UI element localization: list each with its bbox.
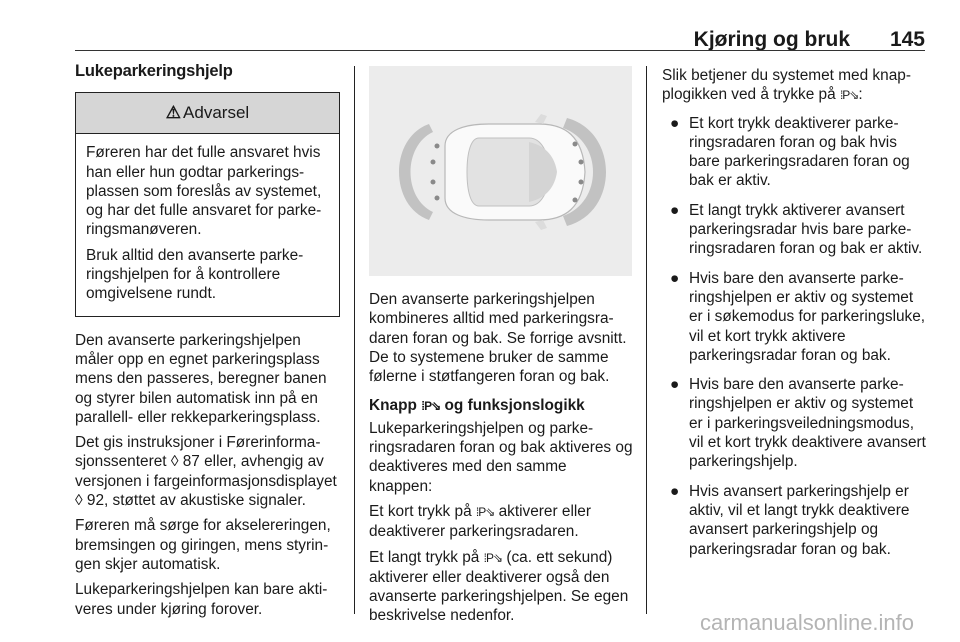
list-item-text: Hvis bare den avanserte parkeringshjelpen er aktiv og systemet er i parkeringsveiledningsmodus, vil et kort trykk deaktivere avansert parkeringshjelp. — [689, 376, 926, 471]
list-item-text: Hvis bare den avanserte parkeringshjelpen er aktiv og systemet er i søkemodus for parkeringsluke, vil et kort trykk aktivere parkeringsradar foran og bak. — [689, 269, 926, 364]
list-item-text: Et kort trykk deaktiverer parkeringsradaren foran og bak hvis bare parkeringsradaren foran og bak er aktiv. — [689, 114, 910, 190]
list-item-text: Hvis avansert parkeringshjelp er aktiv, vil et langt trykk deaktivere avansert parkeringshjelp og parkeringsradar foran og bak. — [689, 482, 910, 558]
list-item — [662, 201, 930, 259]
warning-header — [76, 93, 339, 134]
body-paragraph: Føreren må sørge for akselereringen, bremsingen og giringen, mens styringen skjer automatisk. — [75, 517, 331, 573]
text: Slik betjener du systemet med knapplogikken ved å trykke på — [662, 67, 911, 104]
warning-icon: ⚠ — [165, 103, 182, 123]
column-divider-2 — [646, 66, 647, 614]
list-item — [662, 375, 930, 471]
page-header — [75, 24, 925, 54]
body-paragraph: Lukeparkeringshjelpen kan bare aktiveres under kjøring forover. — [75, 581, 328, 618]
intro-paragraph — [662, 66, 930, 106]
subheading-text: og funksjonslogikk — [440, 397, 585, 415]
header-rule — [75, 50, 925, 51]
list-item-text: Et langt trykk aktiverer avansert parkeringsradar hvis bare parkeringsradaren foran og bak er aktiv. — [689, 201, 923, 258]
parking-button-icon: ⁞P⇘ — [475, 504, 495, 519]
parking-button-icon: ⁞P⇘ — [483, 550, 503, 565]
body-paragraph — [369, 548, 634, 626]
page-number: 145 — [889, 28, 925, 51]
warning-box — [75, 92, 340, 316]
warning-paragraph: Føreren har det fulle ansvaret hvis han eller hun godtar parkeringsplassen som foreslås av systemet, og har det fulle ansvaret for parkeringsmanøveren. — [86, 144, 322, 239]
bullet-icon: ● — [670, 376, 680, 394]
body-paragraph: Den avanserte parkeringshjelpen kombineres alltid med parkeringsradaren foran og bak. Se forrige avsnitt. De to systemene bruker de samme følerne i støtfangeren foran og bak. — [369, 291, 627, 386]
bullet-icon: ● — [670, 269, 680, 287]
subheading-text: Knapp — [369, 397, 422, 415]
bullet-list — [662, 114, 930, 559]
bullet-icon: ● — [670, 201, 680, 219]
list-item — [662, 269, 930, 365]
parking-button-icon: ⁞P⇘ — [421, 399, 441, 414]
text: aktiverer eller deaktiverer parkeringsradaren. — [369, 502, 591, 541]
parking-button-icon: ⁞P⇘ — [839, 88, 859, 103]
body-paragraph: Lukeparkeringshjelpen og parkeringsradaren foran og bak aktiveres og deaktiveres med den samme knappen: — [369, 419, 633, 495]
text: Et langt trykk på — [369, 548, 484, 566]
text: Et kort trykk på — [369, 502, 476, 520]
list-item — [662, 482, 930, 559]
text: (ca. ett sekund) aktiverer eller deaktiverer også den avanserte parkeringshjelpen. Se egen beskrivelse nedenfor. — [369, 548, 629, 625]
subheading — [369, 396, 634, 416]
column-2 — [369, 66, 634, 632]
bullet-icon: ● — [670, 482, 680, 500]
column-3 — [662, 66, 930, 569]
body-paragraph: Den avanserte parkeringshjelpen måler opp en egnet parkeringsplass mens den passeres, beregner banen og styrer bilen automatisk inn på en parallell- eller rekkeparkeringsplass. — [75, 331, 327, 426]
car-parking-sensors-illustration — [369, 66, 632, 276]
bullet-icon: ● — [670, 114, 680, 132]
body-paragraph: Det gis instruksjoner i Førerinformasjonssenteret ◊ 87 eller, avhengig av versjonen i fargeinformasjonsdisplayet ◊ 92, støttet av akustiske signaler. — [75, 434, 337, 510]
list-item — [662, 114, 930, 191]
text: : — [858, 86, 863, 104]
warning-body — [76, 134, 339, 315]
watermark: carmanualsonline.info — [700, 610, 915, 635]
car-top-view-icon — [369, 66, 632, 276]
column-divider-1 — [354, 66, 355, 614]
body-paragraph — [369, 502, 634, 542]
column-1 — [75, 62, 340, 625]
warning-title: Advarsel — [183, 103, 250, 123]
warning-paragraph: Bruk alltid den avanserte parkeringshjelpen for å kontrollere omgivelsene rundt. — [86, 246, 304, 303]
page-title: Kjøring og bruk — [693, 28, 850, 51]
section-title: Lukeparkeringshjelp — [75, 62, 233, 80]
